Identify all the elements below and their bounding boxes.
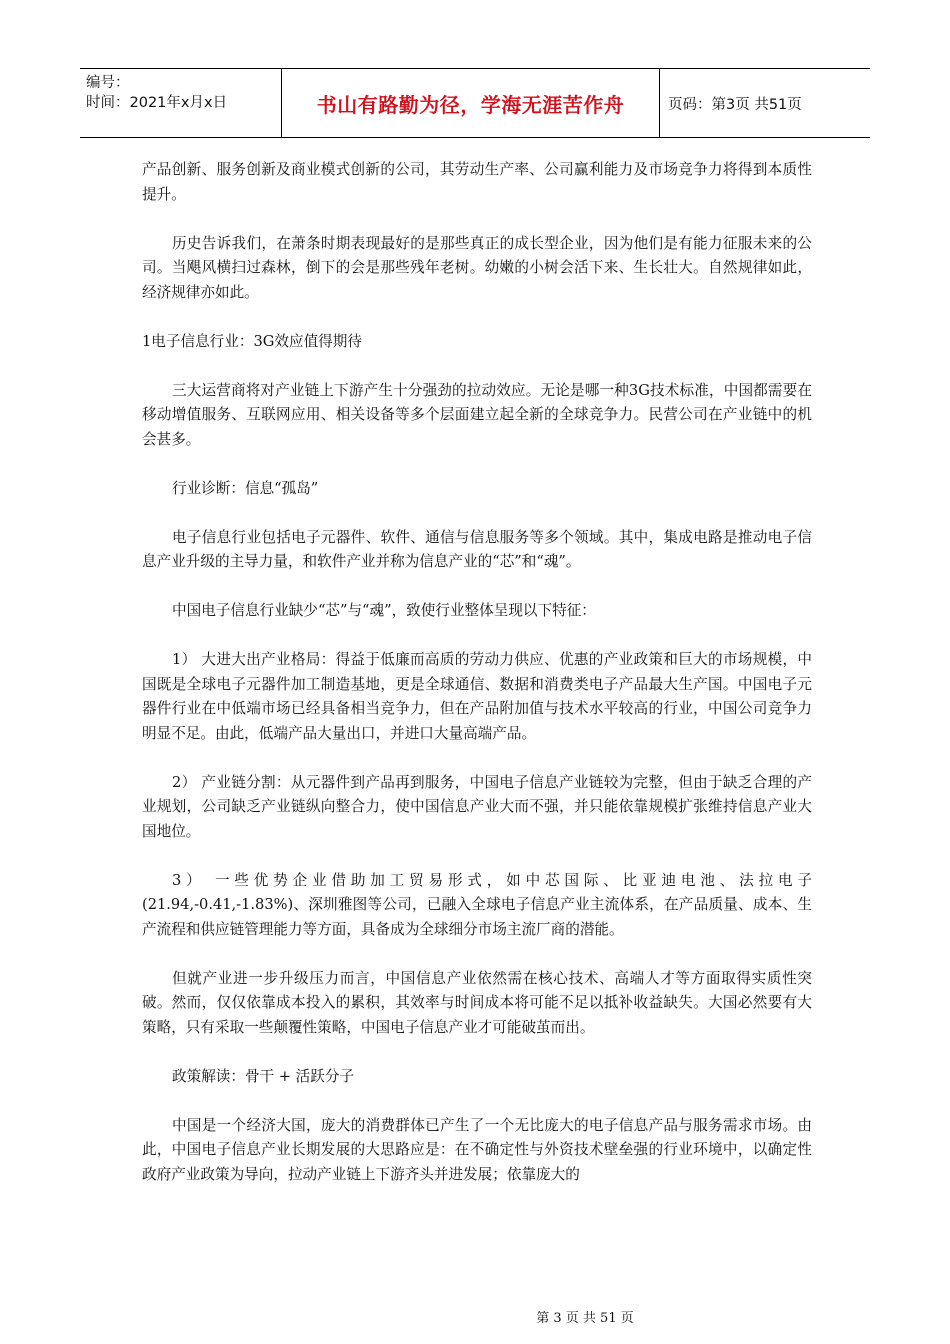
paragraph: 电子信息行业包括电子元器件、软件、通信与信息服务等多个领域。其中，集成电路是推动电子信息产业升级的主导力量，和软件产业并称为信息产业的“芯”和“魂”。 (142, 528, 812, 570)
list-item: 1） 大进大出产业格局：得益于低廉而高质的劳动力供应、优惠的产业政策和巨大的市场规模，中国既是全球电子元器件加工制造基地，更是全球通信、数据和消费类电子产品最大生产国。中国电子元器件行业在中低端市场已经具备相当竞争力，但在产品附加值与技术水平较高的行业，中国公司竞争力明显不足。由此，低端产品大量出口，并进口大量高端产品。 (142, 651, 812, 742)
section-heading: 1电子信息行业：3G效应值得期待 (142, 332, 362, 350)
header-page-number: 页码：第3页 共51页 (668, 96, 802, 113)
list-item: 2） 产业链分割：从元器件到产品再到服务，中国电子信息产业链较为完整，但由于缺乏合理的产业规划，公司缺乏产业链纵向整合力，使中国信息产业大而不强，并只能依靠规模扩张维持信息产业大国地位。 (142, 773, 812, 840)
page-footer: 第 3 页 共 51 页 (536, 1311, 634, 1326)
paragraph: 中国是一个经济大国，庞大的消费群体已产生了一个无比庞大的电子信息产品与服务需求市场。由此，中国电子信息产业长期发展的大思路应是：在不确定性与外资技术壁垒强的行业环境中，以确定性政府产业政策为导向，拉动产业链上下游齐头并进发展；依靠庞大的 (142, 1116, 812, 1183)
page-header (80, 68, 870, 138)
paragraph: 但就产业进一步升级压力而言，中国信息产业依然需在核心技术、高端人才等方面取得实质性突破。然而，仅仅依靠成本投入的累积，其效率与时间成本将可能不足以抵补收益缺失。大国必然要有大策略，只有采取一些颠覆性策略，中国电子信息产业才可能破茧而出。 (142, 969, 812, 1036)
list-item: 3） 一些优势企业借助加工贸易形式，如中芯国际、比亚迪电池、法拉电子(21.94,-0.41,-1.83%)、深圳雅图等公司，已融入全球电子信息产业主流体系，在产品质量、成本、生产流程和供应链管理能力等方面，具备成为全球细分市场主流厂商的潜能。 (142, 871, 812, 938)
paragraph: 产品创新、服务创新及商业模式创新的公司，其劳动生产率、公司赢利能力及市场竞争力将得到本质性提升。 (142, 161, 812, 203)
subheading: 行业诊断：信息“孤岛” (172, 479, 319, 497)
paragraph: 中国电子信息行业缺少“芯”与“魂”，致使行业整体呈现以下特征： (172, 602, 596, 619)
date-label: 时间：2021年x月x日 (86, 95, 228, 111)
document-body (142, 158, 812, 1212)
header-motto: 书山有路勤为径，学海无涯苦作舟 (282, 69, 660, 137)
number-label: 编号： (86, 75, 130, 91)
paragraph: 三大运营商将对产业链上下游产生十分强劲的拉动效应。无论是哪一种3G技术标准，中国都需要在移动增值服务、互联网应用、相关设备等多个层面建立起全新的全球竞争力。民营公司在产业链中的机会甚多。 (142, 381, 812, 448)
header-meta (80, 69, 282, 137)
subheading: 政策解读：骨干 + 活跃分子 (172, 1067, 355, 1085)
paragraph: 历史告诉我们，在萧条时期表现最好的是那些真正的成长型企业，因为他们是有能力征服未来的公司。当飓风横扫过森林，倒下的会是那些残年老树。幼嫩的小树会活下来、生长壮大。自然规律如此，经济规律亦如此。 (142, 234, 812, 301)
